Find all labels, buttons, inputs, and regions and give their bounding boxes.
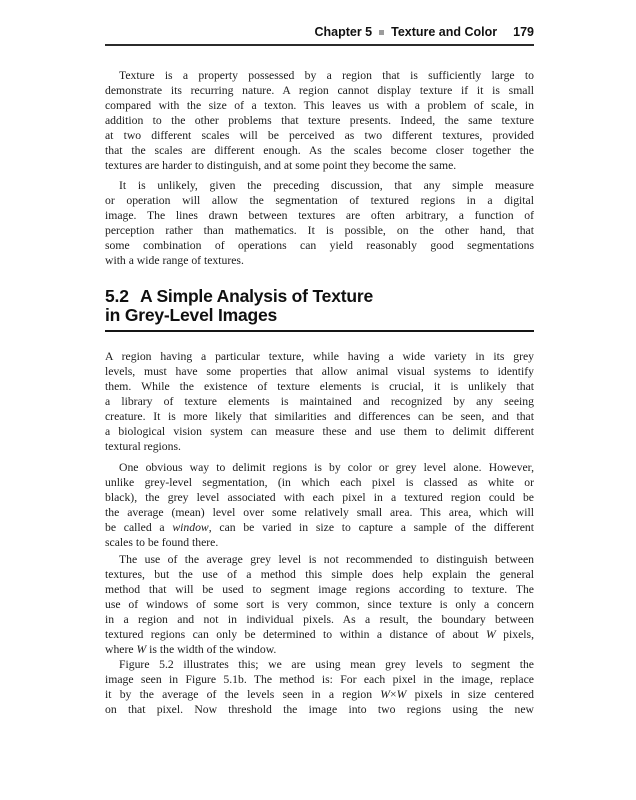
paragraph bbox=[105, 68, 534, 173]
text-line: It is unlikely, given the preceding discussion, that any simple measure bbox=[119, 179, 534, 192]
paragraph bbox=[105, 657, 534, 717]
text-line: textures are harder to distinguish, and at some point they become the same. bbox=[105, 159, 457, 172]
text-line: textured regions can only be determined to within a distance of about W pixels, bbox=[105, 628, 534, 641]
text-line: use of windows of some sort is very common, since texture is only a concern bbox=[105, 598, 534, 611]
text-line: levels, must have some properties that allow animal visual systems to identify bbox=[105, 365, 534, 378]
text-line: scales to be found there. bbox=[105, 536, 219, 549]
running-head-title: Texture and Color bbox=[391, 25, 498, 39]
paragraph bbox=[105, 349, 534, 454]
text-line: demonstrate its recurring nature. A region cannot display texture if it is small bbox=[105, 84, 534, 97]
page-number: 179 bbox=[513, 25, 534, 39]
text-line: that the scales are different enough. As the scales become closer together the bbox=[105, 144, 534, 157]
paragraph bbox=[105, 178, 534, 268]
text-line: creature. It is more likely that similarities and differences can be seen, and that bbox=[105, 410, 534, 423]
text-line: on that pixel. Now threshold the image into two regions using the new bbox=[105, 703, 534, 716]
text-line: with a wide range of textures. bbox=[105, 254, 244, 267]
text-line: One obvious way to delimit regions is by color or grey level alone. However, bbox=[119, 461, 534, 474]
section-heading-line1 bbox=[105, 287, 534, 306]
text-line: addition to the other problems that texture presents. Indeed, the same texture bbox=[105, 114, 534, 127]
text-line: unlike grey-level segmentation, (in which each pixel is classed as white or bbox=[105, 476, 534, 489]
text-line: be called a window, can be varied in size to capture a sample of the different bbox=[105, 521, 534, 534]
square-bullet-icon bbox=[379, 30, 384, 35]
text-line: Figure 5.2 illustrates this; we are using mean grey levels to segment the bbox=[119, 658, 534, 671]
paragraph bbox=[105, 460, 534, 550]
section-number: 5.2 bbox=[105, 286, 129, 306]
section-heading bbox=[105, 287, 534, 325]
text-line: in a region and not in individual pixels. As a result, the boundary between bbox=[105, 613, 534, 626]
text-line: textural regions. bbox=[105, 440, 181, 453]
text-line: compared with the size of a texton. This leaves us with a problem of scale, in bbox=[105, 99, 534, 112]
text-line: the average (mean) level over some relatively small area. This area, which will bbox=[105, 506, 534, 519]
text-line: image seen in Figure 5.1b. The method is: For each pixel in the image, replace bbox=[105, 673, 534, 686]
header-rule bbox=[105, 44, 534, 46]
text-line: A region having a particular texture, while having a wide variety in its grey bbox=[105, 350, 534, 363]
text-line: black), the grey level associated with each pixel in a textured region could be bbox=[105, 491, 534, 504]
running-head bbox=[105, 25, 534, 39]
text-line: or operation will allow the segmentation of textured regions in a digital bbox=[105, 194, 534, 207]
text-line: a biological vision system can measure these and use them to delimit different bbox=[105, 425, 534, 438]
text-line: textures, but the use of a method this simple does help explain the general bbox=[105, 568, 534, 581]
text-line: method that will be used to segment image regions according to texture. The bbox=[105, 583, 534, 596]
text-line: some combination of operations can yield reasonably good segmentations bbox=[105, 239, 534, 252]
section-title-part1: A Simple Analysis of Texture bbox=[140, 286, 373, 306]
section-heading-rule bbox=[105, 330, 534, 332]
text-line: them. While the existence of texture elements is crucial, it is unlikely that bbox=[105, 380, 534, 393]
text-line: The use of the average grey level is not recommended to distinguish between bbox=[119, 553, 534, 566]
running-head-chapter: Chapter 5 bbox=[314, 25, 373, 39]
text-line: image. The lines drawn between textures are often arbitrary, a function of bbox=[105, 209, 534, 222]
text-line: Texture is a property possessed by a region that is sufficiently large to bbox=[119, 69, 534, 82]
text-line: it by the average of the levels seen in a region W×W pixels in size centered bbox=[105, 688, 534, 701]
text-line: where W is the width of the window. bbox=[105, 643, 277, 656]
text-line: a library of texture elements is maintained and recognized by any seeing bbox=[105, 395, 534, 408]
paragraph bbox=[105, 552, 534, 657]
text-line: perception rather than mathematics. It is possible, on the other hand, that bbox=[105, 224, 534, 237]
text-line: at two different scales will be perceived as two different textures, provided bbox=[105, 129, 534, 142]
section-title-part2: in Grey-Level Images bbox=[105, 305, 278, 325]
